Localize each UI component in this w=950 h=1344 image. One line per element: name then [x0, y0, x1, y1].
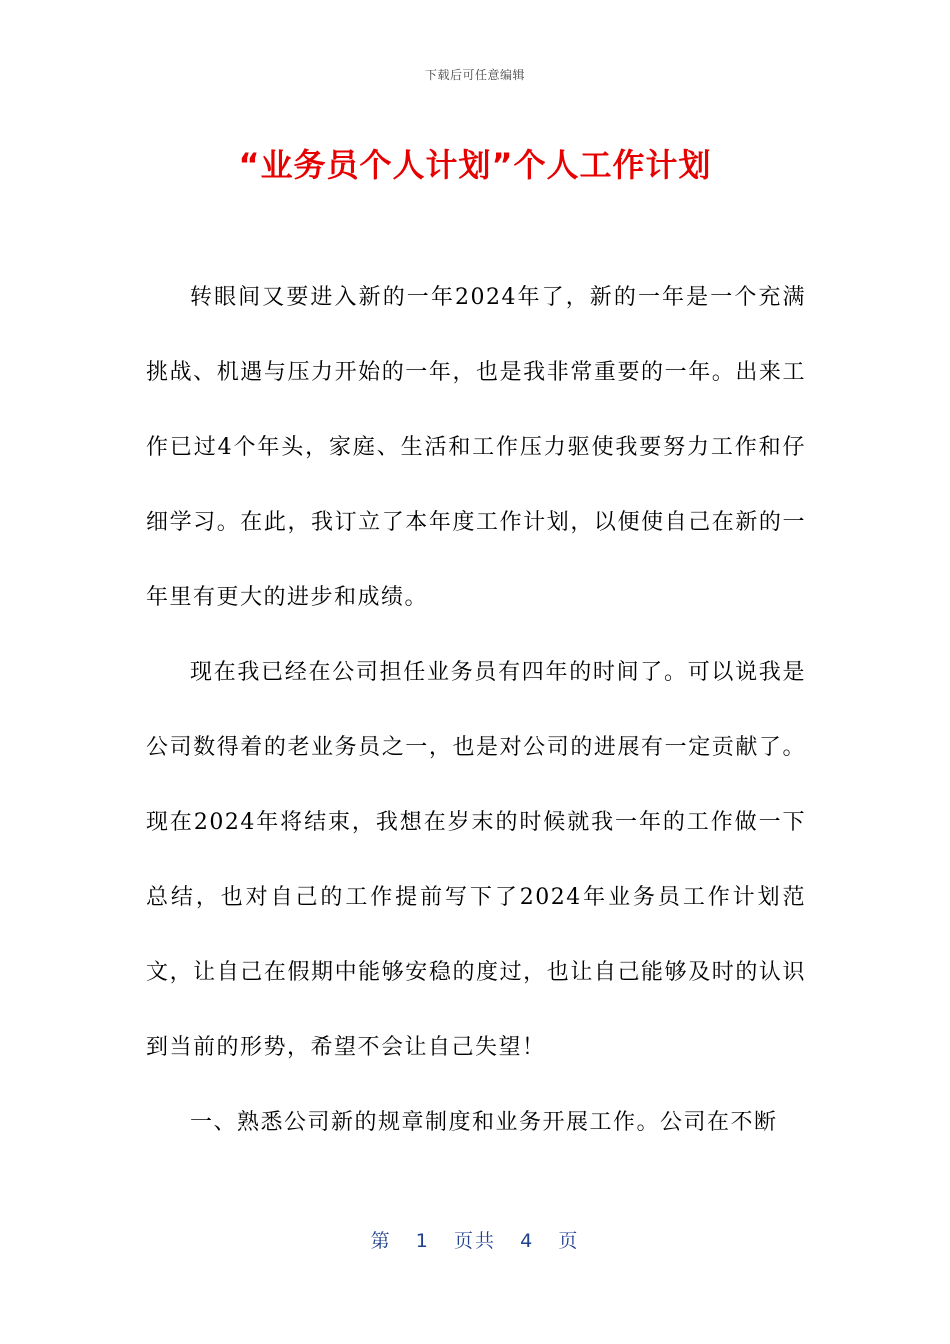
footer-prefix: 第	[370, 1230, 392, 1252]
footer-suffix: 页	[558, 1230, 580, 1252]
paragraph: 一、熟悉公司新的规章制度和业务开展工作。公司在不断	[190, 1110, 778, 1135]
footer-middle: 页共	[453, 1230, 496, 1252]
header-note: 下载后可任意编辑	[424, 68, 525, 82]
page-footer	[0, 1226, 950, 1253]
paragraph: 现在我已经在公司担任业务员有四年的时间了。可以说我是公司数得着的老业务员之一，也是对公司的进展有一定贡献了。现在2024年将结束，我想在岁末的时候就我一年的工作做一下总结，也对自己的工作提前写下了2024年业务员工作计划范文，让自己在假期中能够安稳的度过，也让自己能够及时的认识到当前的形势，希望不会让自己失望！	[146, 660, 806, 1060]
document-body	[146, 260, 806, 1160]
paragraph: 转眼间又要进入新的一年2024年了，新的一年是一个充满挑战、机遇与压力开始的一年，也是我非常重要的一年。出来工作已过4个年头，家庭、生活和工作压力驱使我要努力工作和仔细学习。在此，我订立了本年度工作计划，以便使自己在新的一年里有更大的进步和成绩。	[146, 285, 806, 610]
current-page-number: 1	[415, 1230, 430, 1252]
total-pages-number: 4	[520, 1230, 535, 1252]
document-title: “业务员个人计划”个人工作计划	[238, 146, 712, 184]
